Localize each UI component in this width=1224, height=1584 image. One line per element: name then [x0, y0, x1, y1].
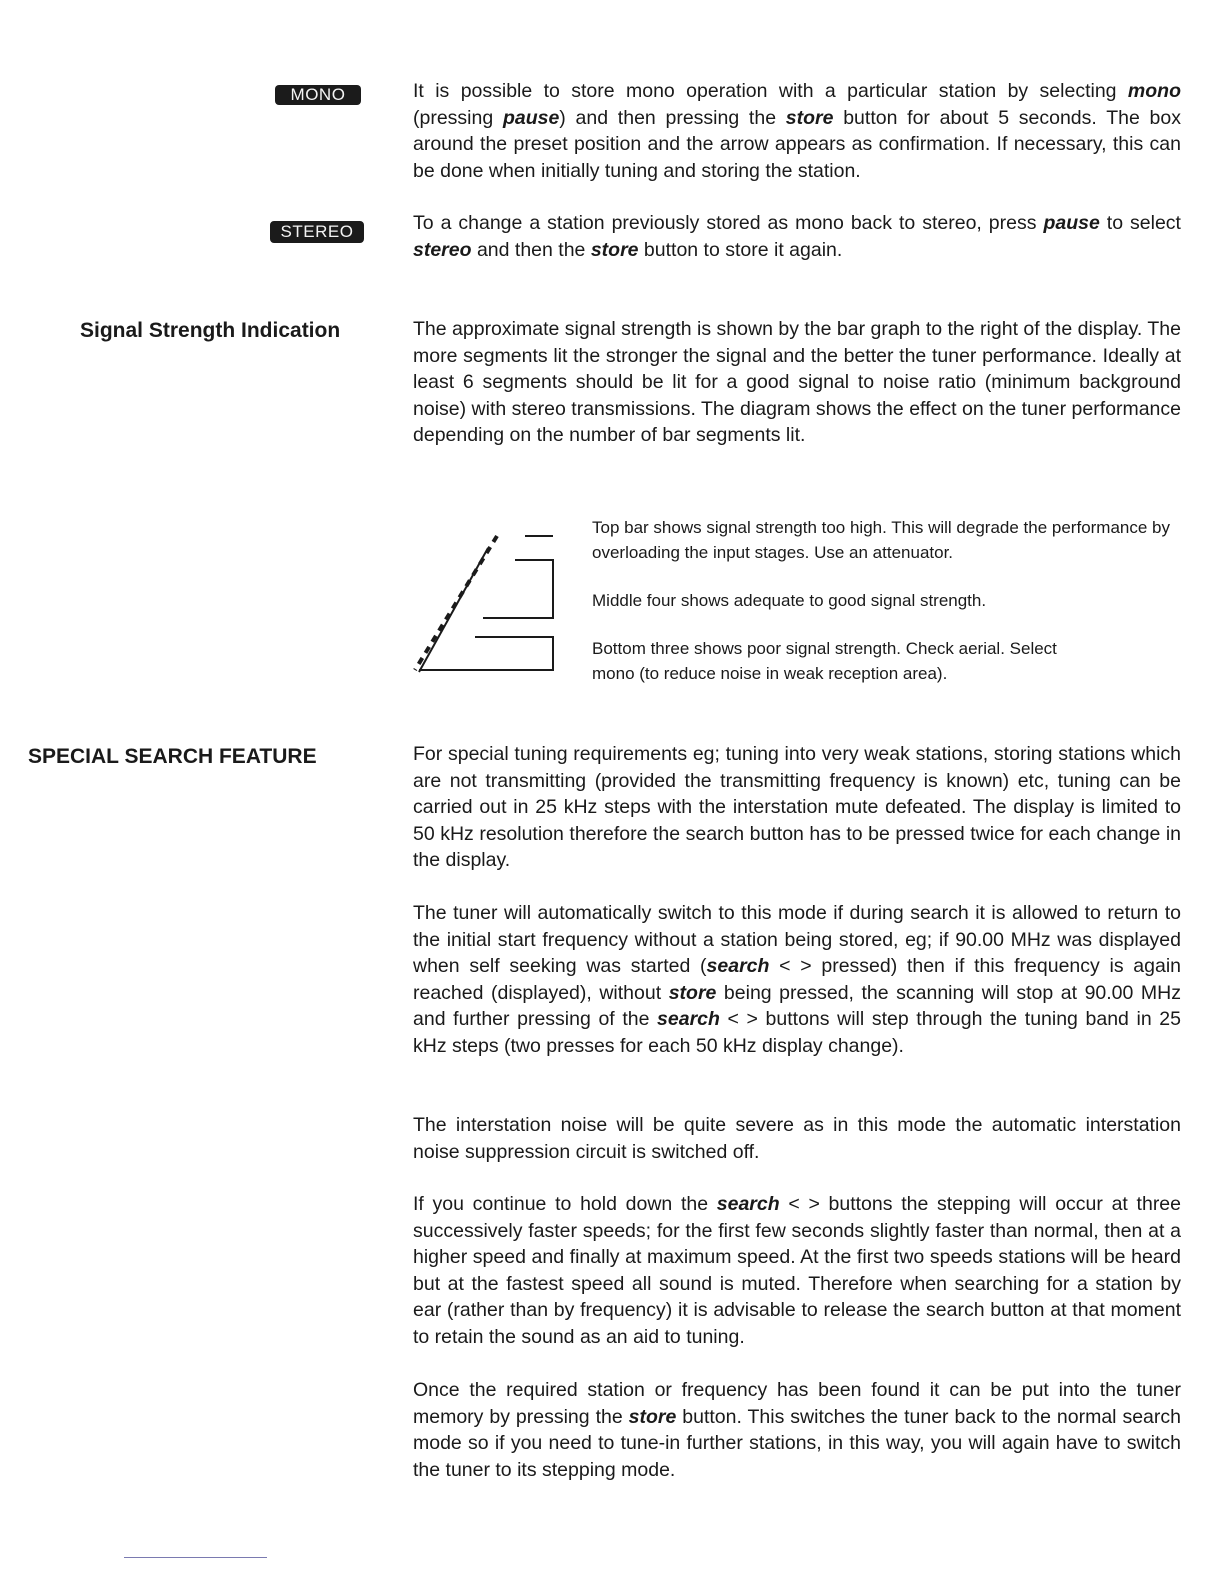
keyword-stereo: stereo	[413, 238, 472, 261]
signal-bar-diagram	[405, 520, 565, 685]
text: < > pressed) then if this frequency is again reached (displayed), without	[413, 955, 1181, 1004]
text: < > buttons will step through the tuning band in 25 kHz steps (two presses for each 50 kHz display change).	[413, 1008, 1181, 1057]
text: ) and then pressing the	[559, 106, 786, 129]
solid-slash-line	[419, 548, 488, 672]
text: button for about 5 seconds. The box around the preset position and the arrow appears as confirmation. If necessary, this can be done when initially tuning and storing the station.	[413, 106, 1181, 182]
text: button. This switches the tuner back to the normal search mode so if you need to tune-in further stations, in this way, you will again have to switch the tuner to its stepping mode.	[413, 1405, 1181, 1481]
text: If you continue to hold down the	[413, 1193, 717, 1215]
text: (pressing	[413, 106, 503, 129]
signal-strength-paragraph: The approximate signal strength is shown by the bar graph to the right of the display. The more segments lit the stronger the signal and the better the tuner performance. Ideally at least 6 segments should be lit for a good signal to noise ratio (minimum background noise) with stereo transmissions. The diagram shows the effect on the tuner performance depending on the number of bar segments lit.	[413, 318, 1181, 446]
diagram-top-caption: Top bar shows signal strength too high. This will degrade the performance by overloading the input stages. Use an attenuator.	[592, 518, 1171, 562]
text: The tuner will automatically switch to this mode if during search it is allowed to return to the initial start frequency without a station being stored, eg; if 90.00 MHz was displayed when self seeking was started (	[413, 902, 1181, 977]
dashed-slash-line	[415, 536, 497, 670]
special-search-paragraph-5	[413, 1377, 1181, 1483]
signal-strength-heading: Signal Strength Indication	[80, 319, 341, 342]
keyword-store: store	[628, 1405, 677, 1428]
special-search-paragraph-1: For special tuning requirements eg; tuning into very weak stations, storing stations which are not transmitting (provided the transmitting frequency is known) etc, tuning can be carried out in 25 kHz steps with the interstation mute defeated. The display is limited to 50 kHz resolution therefore the search button has to be pressed twice for each change in the display.	[413, 743, 1181, 871]
special-search-paragraph-3: The interstation noise will be quite severe as in this mode the automatic interstation noise suppression circuit is switched off.	[413, 1114, 1181, 1163]
mono-paragraph	[413, 78, 1181, 184]
keyword-pause: pause	[502, 106, 560, 129]
footer-rule	[124, 1557, 267, 1558]
special-search-paragraph-2	[413, 900, 1181, 1059]
mono-badge: MONO	[275, 85, 361, 105]
bottom-bracket	[419, 637, 553, 670]
diagram-bottom-caption: Bottom three shows poor signal strength. Check aerial. Select mono (to reduce noise in weak reception area).	[592, 639, 1057, 683]
stereo-badge: STEREO	[270, 221, 364, 243]
keyword-store: store	[590, 238, 639, 261]
keyword-store: store	[785, 106, 834, 129]
special-search-paragraph-4	[413, 1191, 1181, 1350]
keyword-store: store	[668, 981, 717, 1004]
keyword-search: search	[706, 955, 770, 977]
special-search-heading: SPECIAL SEARCH FEATURE	[28, 745, 317, 768]
keyword-mono: mono	[1127, 80, 1181, 102]
stereo-paragraph	[413, 210, 1181, 263]
text: button to store it again.	[638, 238, 843, 261]
keyword-pause: pause	[1043, 212, 1100, 234]
text: being pressed, the scanning will stop at 90.00 MHz and further pressing of the	[413, 981, 1181, 1030]
text: Once the required station or frequency has been found it can be put into the tuner memory by pressing the	[413, 1379, 1181, 1428]
text: to select	[1099, 212, 1181, 234]
keyword-search: search	[716, 1193, 780, 1215]
text: and then the	[471, 238, 591, 261]
text: To a change a station previously stored as mono back to stereo, press	[413, 212, 1044, 234]
text: It is possible to store mono operation with a particular station by selecting	[413, 80, 1128, 102]
text: < > buttons the stepping will occur at three successively faster speeds; for the first few seconds slightly faster than normal, then at a higher speed and finally at maximum speed. At the first two speeds stations will be heard but at the fastest speed all sound is muted. Therefore when searching for a station by ear (rather than by frequency) it is advisable to release the search button at that moment to retain the sound as an aid to tuning.	[413, 1193, 1182, 1348]
diagram-middle-caption: Middle four shows adequate to good signal strength.	[592, 591, 987, 610]
middle-bracket	[483, 560, 553, 618]
keyword-search: search	[657, 1008, 720, 1030]
